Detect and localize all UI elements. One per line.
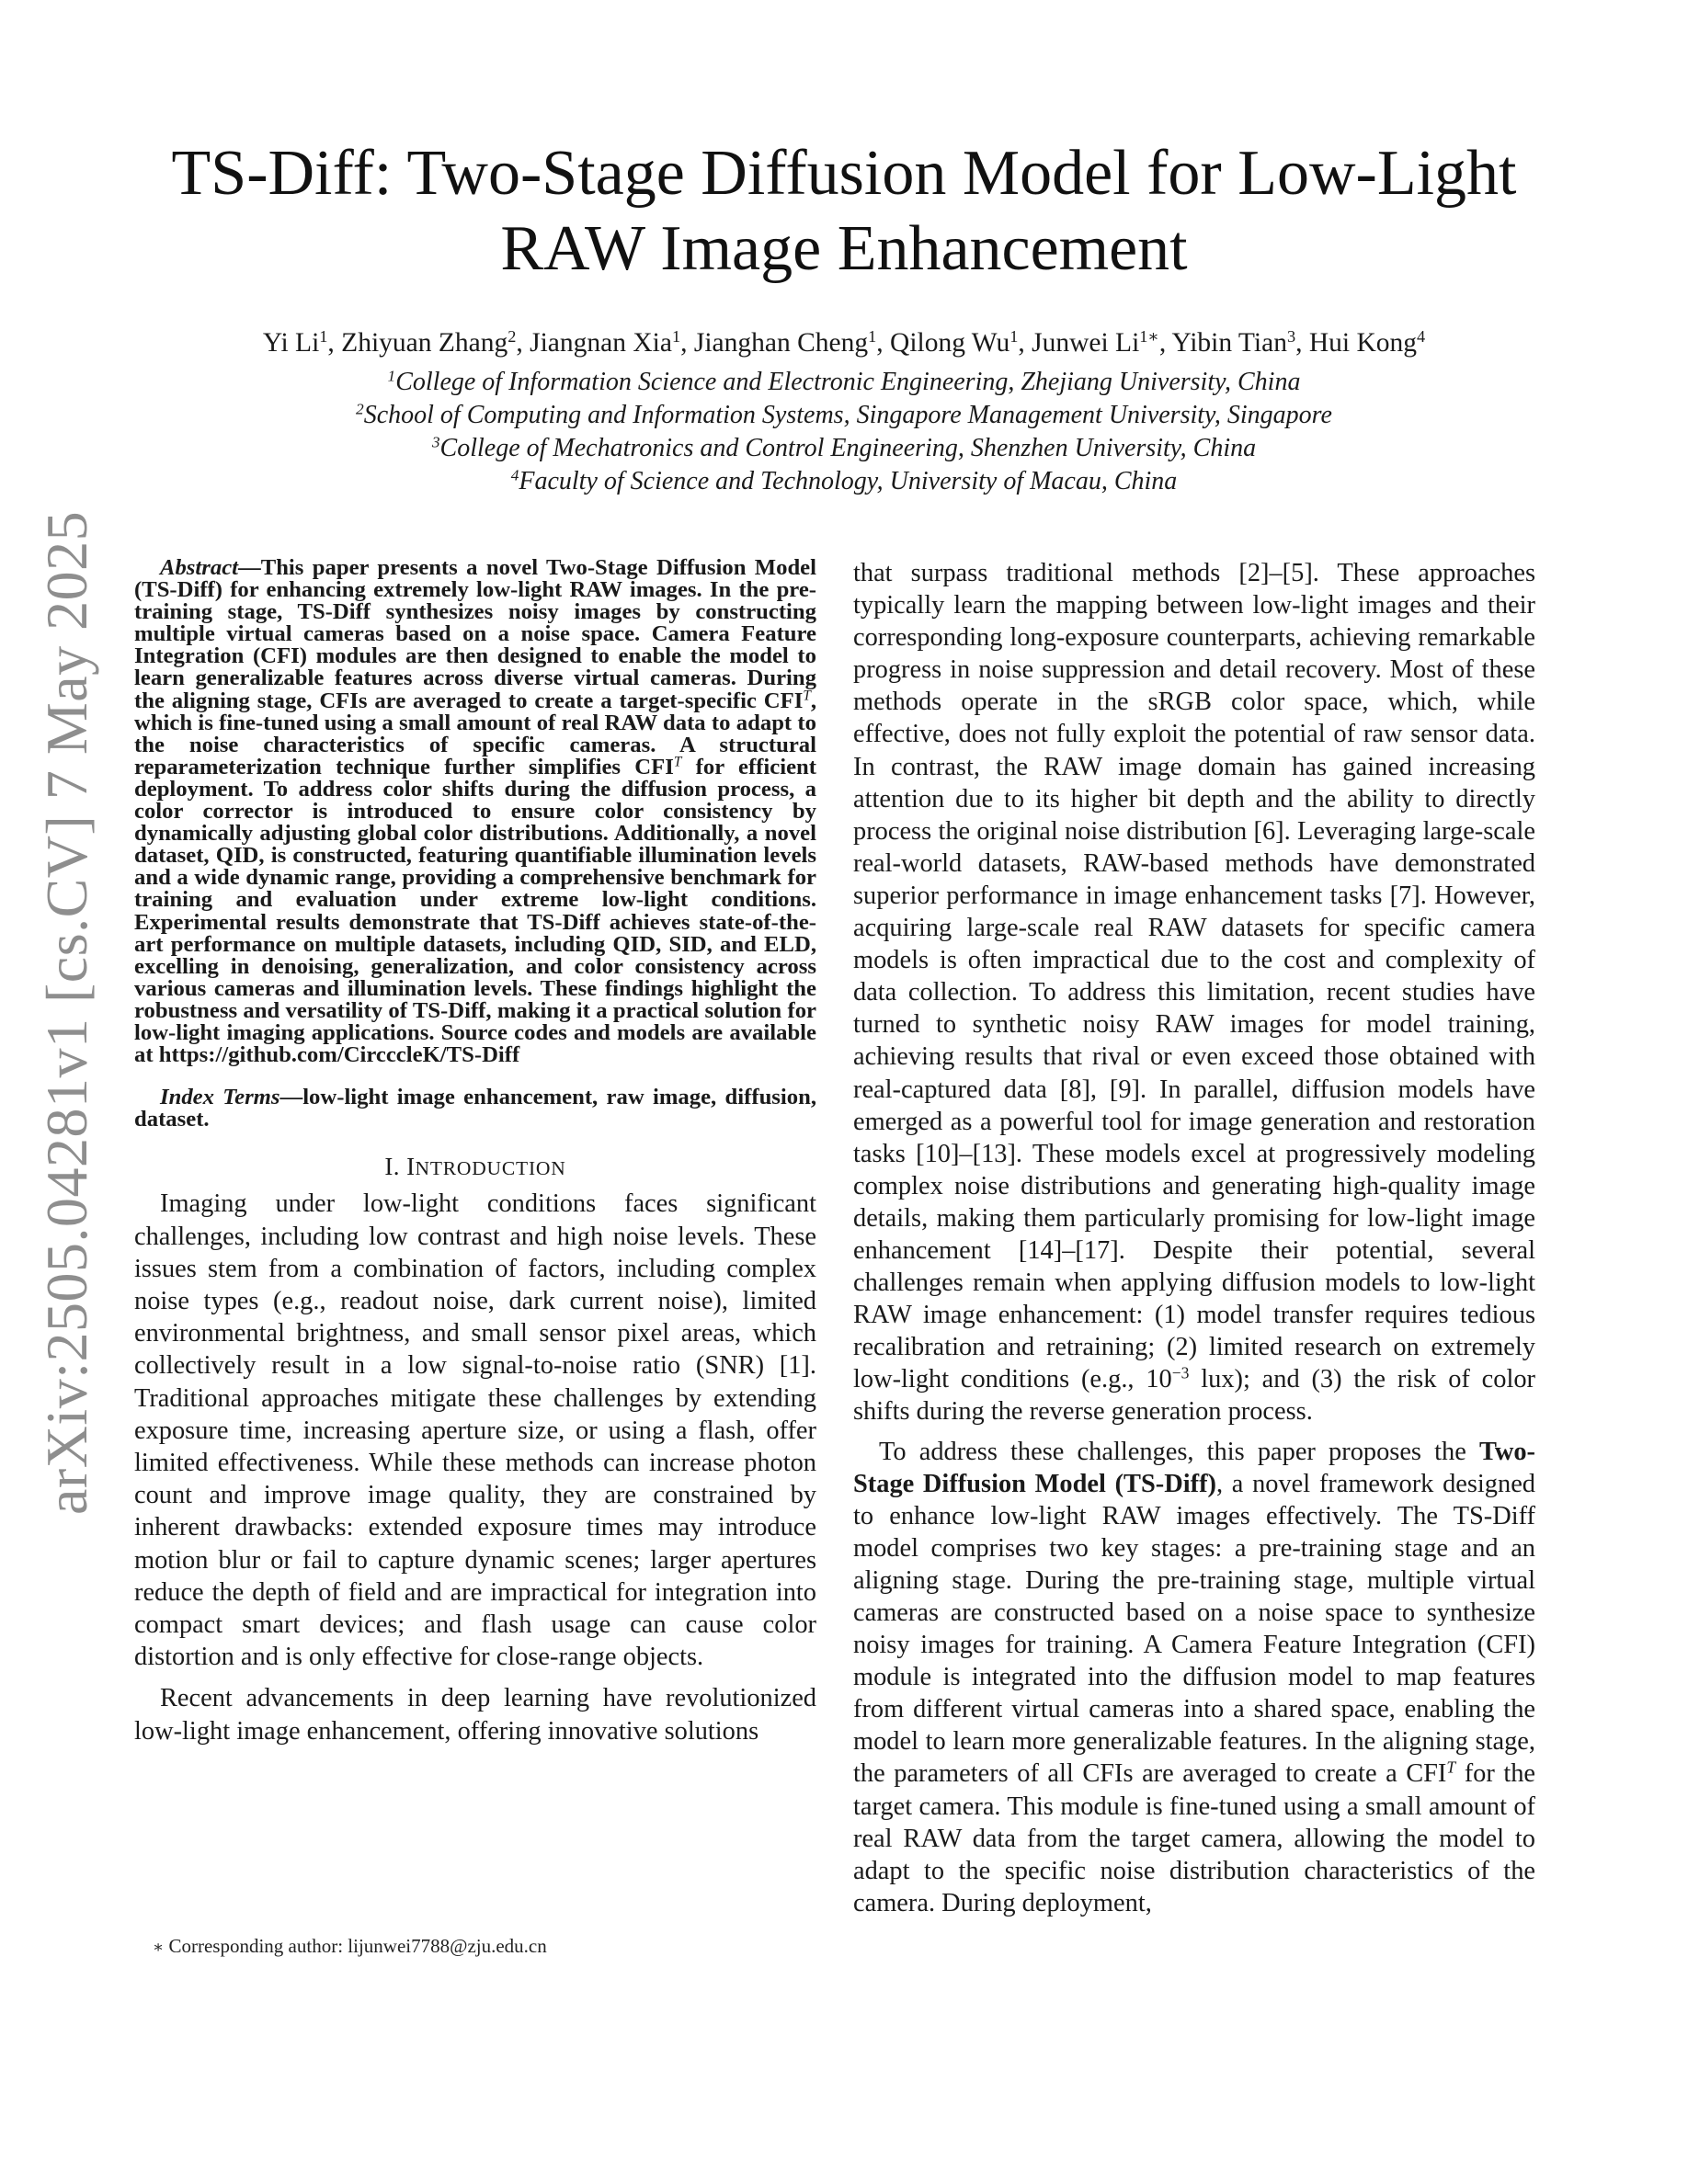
intro-paragraph-1: Imaging under low-light conditions faces significant challenges, including low contrast and high noise levels. These issues stem from a combination of factors, including complex noise types (e.g., readout noise, dark current noise), limited environmental brightness, and small sensor pixel areas, which collectively result in a low signal-to-noise ratio (SNR) [1]. Traditional approaches mitigate these challenges by extending exposure time, increasing aperture size, or using a flash, offer limited effectiveness. While these methods can increase photon count and improve image quality, they are constrained by inherent drawbacks: extended exposure times may introduce motion blur or fail to capture dynamic scenes; larger apertures reduce the depth of field and are impractical for integration into compact smart devices; and flash usage can cause color distortion and is only effective for close-range objects. (134, 1189, 816, 1672)
affiliation-4: $^4$Faculty of Science and Technology, University of Macau, China (510, 466, 1178, 495)
index-terms: Index Terms—low-light image enhancement, raw image, diffusion, dataset. (134, 1085, 817, 1132)
arxiv-identifier-stamp: arXiv:2505.04281v1 [cs.CV] 7 May 2025 (34, 510, 99, 1515)
affiliation-2: $^2$School of Computing and Information Systems, Singapore Management University, Singapore (356, 400, 1332, 429)
author: Junwei $Li^{1∗}$, (1032, 326, 1172, 358)
author: Jiangnan Xia$^1$, (530, 326, 694, 358)
intro-paragraph-3: To address these challenges, this paper proposes the Two-Stage Diffusion Model (TS-Diff), a novel framework designed to enhance low-light RAW images effectively. The TS-Diff model comprises two key stages: a pre-training stage and an aligning stage. During the pre-training stage, multiple virtual cameras are constructed based on a noise space to synthesize noisy images for training. A Camera Feature Integration (CFI) module is integrated into the diffusion model to map features from different virtual cameras into a shared space, enabling the model to learn more generalizable features. In the aligning stage, the parameters of all CFIs are averaged to create a $CFI^T$ for the target camera. This module is fine-tuned using a small amount of real RAW data from the target camera, allowing the model to adapt to the specific noise distribution characteristics of the camera. During deployment, (853, 1437, 1535, 1917)
abstract: Abstract—This paper presents a novel Two-Stage Diffusion Model (TS-Diff) for enhancing extremely low-light RAW images. In the pre-training stage, TS-Diff synthesizes noisy images by constructing multiple virtual cameras based on a noise space. Camera Feature Integration (CFI) modules are then designed to enable the model to learn generalizable features across diverse virtual cameras. During the aligning stage, CFIs are averaged to create a target-specific $CFI^T$, which is fine-tuned using a small amount of real RAW data to adapt to the noise characteristics of specific cameras. A structural reparameterization technique further simplifies $CFI^T$ for efficient deployment. To address color shifts during the diffusion process, a color corrector is introduced to ensure color consistency by dynamically adjusting global color distributions. Additionally, a novel dataset, QID, is constructed, featuring quantifiable illumination levels and a wide dynamic range, providing a comprehensive benchmark for training and evaluation under extreme low-light conditions. Experimental results demonstrate that TS-Diff achieves state-of-the-art performance on multiple datasets, including QID, SID, and ELD, excelling in denoising, generalization, and color consistency across various cameras and illumination levels. These findings highlight the robustness and versatility of TS-Diff, making it a practical solution for low-light imaging applications. Source codes and models are available at https://github.com/CircccleK/TS-Diff (134, 555, 816, 1068)
footnote-corresponding-author: ∗ Corresponding author: lijunwei7788@zju.edu.cn (153, 1935, 547, 1957)
author: Zhiyuan Zhang$^2$, (341, 326, 530, 358)
left-column (134, 557, 816, 1747)
author-list (0, 326, 1688, 359)
intro-paragraph-continued: that surpass traditional methods [2]–[5]. These approaches typically learn the mapping between low-light images and their corresponding long-exposure counterparts, achieving remarkable progress in noise suppression and detail recovery. Most of these methods operate in the sRGB color space, which, while effective, does not fully exploit the potential of raw sensor data. In contrast, the RAW image domain has gained increasing attention due to its higher bit depth and the ability to directly process the original noise distribution [6]. Leveraging large-scale real-world datasets, RAW-based methods have demonstrated superior performance in image enhancement tasks [7]. However, acquiring large-scale real RAW datasets for specific camera models is often impractical due to the cost and complexity of data collection. To address this limitation, recent studies have turned to synthetic noisy RAW images for model training, achieving results that rival or even exceed those obtained with real-captured data [8], [9]. In parallel, diffusion models have emerged as a powerful tool for image generation and restoration tasks [10]–[13]. These models excel at progressively modeling complex noise distributions and generating high-quality image details, making them particularly promising for low-light image enhancement [14]–[17]. Despite their potential, several challenges remain when applying diffusion models to low-light RAW image enhancement: (1) model transfer requires tedious recalibration and retraining; (2) limited research on extremely low-light conditions (e.g., $10^{-3}$ lux); and (3) the risk of color shifts during the reverse generation process. (853, 559, 1535, 1427)
intro-paragraph-2: Recent advancements in deep learning have revolutionized low-light image enhancement, offering innovative solutions (134, 1684, 816, 1746)
author: Yi Li$^1$, (262, 326, 342, 358)
author: Qilong Wu$^1$, (890, 326, 1032, 358)
title-line-1: TS-Diff: Two-Stage Diffusion Model for Low-Light (171, 138, 1517, 209)
author: Jianghan Cheng$^1$, (693, 326, 891, 358)
author: Hui Kong$^4$ (1308, 326, 1426, 358)
affiliation-1: $^1$College of Information Science and Electronic Engineering, Zhejiang University, China (387, 367, 1301, 396)
title-line-2: RAW Image Enhancement (500, 213, 1188, 284)
author: Yibin Tian$^3$, (1171, 326, 1309, 358)
paper-title (0, 136, 1688, 287)
right-column (853, 557, 1535, 1919)
section-heading-introduction: I. INTRODUCTION (384, 1153, 566, 1181)
affiliation-3: $^3$College of Mechatronics and Control Engineering, Shenzhen University, China (431, 433, 1257, 462)
